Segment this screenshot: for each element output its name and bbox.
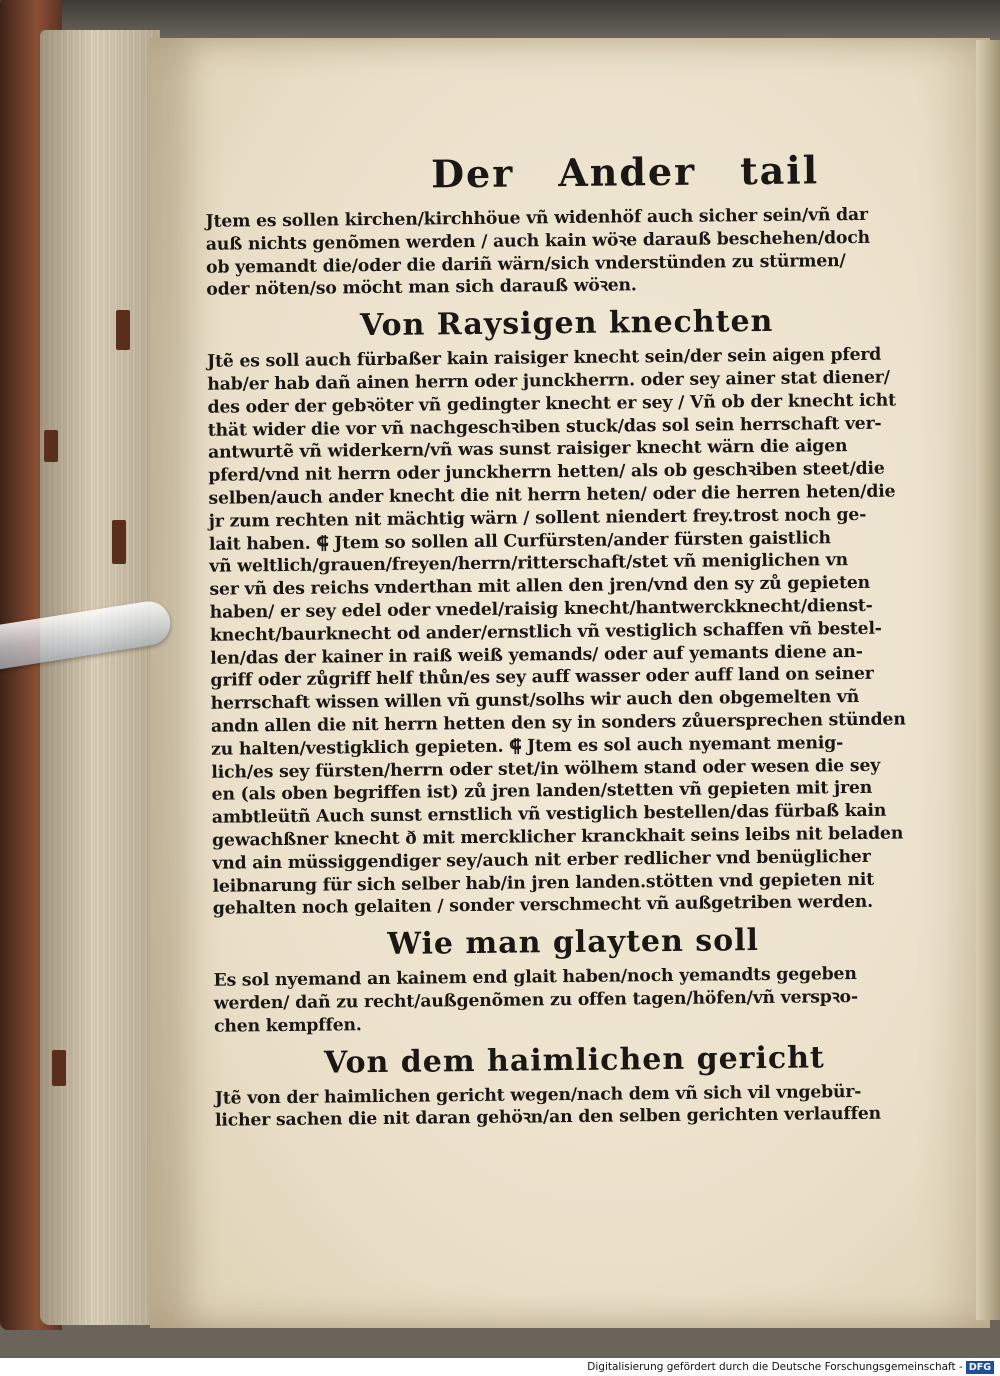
index-tab — [52, 1050, 66, 1086]
section-paragraph: Jtẽ von der haimlichen gericht wegen/nach dem vñ sich vil vngebür- licher sachen die nit daran gehöꝛn/an den selben gerichten verlauffen — [214, 1081, 882, 1132]
index-tab — [116, 310, 130, 350]
page-text — [205, 146, 935, 1133]
page-right-edge — [976, 40, 1000, 1320]
index-tab — [112, 520, 126, 564]
running-header: Der Ander tail — [430, 147, 820, 197]
section-heading: Wie man glayten soll — [387, 923, 760, 963]
section-paragraph: Es sol nyemand an kainem end glait haben/noch yemandts gegeben werden/ dañ zu recht/außgenõmen zu offen tagen/höfen/vñ verspꝛo- chen kempffen. — [213, 964, 859, 1037]
dfg-logo: DFG — [966, 1361, 994, 1374]
digitization-credit: Digitalisierung gefördert durch die Deutsche Forschungsgemeinschaft - DFG — [0, 1358, 1000, 1376]
section-heading: Von Raysigen knechten — [359, 304, 774, 344]
index-tab — [44, 430, 58, 462]
section-heading: Von dem haimlichen gericht — [323, 1039, 825, 1081]
section-paragraph: Jtẽ es soll auch fürbaßer kain raisiger knecht sein/der sein aigen pferd hab/er hab dañ ainen herrn oder junckherrn. oder sey ainer stat diener/ des oder der gebꝛöter vñ gedingter knecht er sey / Vñ ob der knecht icht thät wider die vor vñ nachgeschꝛiben stuck/das sol sein herrschaft ver- antwurtẽ vñ widerkern/vñ was sunst raisiger knecht wärn die aigen pferd/vnd nit herrn oder junckherrn hetten/ als ob geschꝛiben steet/die selben/auch ander knecht die nit herrn heten/ oder die herren heten/die jr zum rechten nit mächtig wärn / sollent niendert frey.trost noch ge- lait haben. ⸿ Jtem so sollen all Curfürsten/ander fürsten gaistlich vñ weltlich/grauen/freyen/herrn/ritterschaft/stet vñ meniglichen vn ser vñ des reichs vnderthan mit allen den jren/vnd den sy zů gepieten haben/ er sey edel oder vnedel/raisig knecht/hantwerckknecht/dienst- knecht/baurknecht od ander/ernstlich vñ vestiglich schaffen vñ bestel- len/das der kainer in raiß weiß yemands/ oder auf yemants diene an- griff oder zůgriff helf thůn/es sey auff wasser oder auff land on seiner herrschaft wissen willen vñ gunst/solhs wir auch den obgemelten vñ andn allen die nit herrn hetten den sy in sonders zůuersprechen stünden zu halten/vestigklich gepieten. ⸿ Jtem es sol auch nyemant menig- lich/es sey fürsten/herrn oder stet/in wölhem stand oder wesen die sey en (als oben begriffen ist) zů jren landen/stetten vñ gepieten mit jren ambtleütñ Auch sunst ernstlich vñ vestiglich bestellen/das fürbaß kain gewachßner knecht ð mit mercklicher kranckhait seins leibs nit beladen vnd ain müssiggendiger sey/auch nit erber redlicher vnd benüglicher leibnarung für sich selber hab/in jren landen.stötten vnd gepieten nit gehalten noch gelaiten / sonder verschmecht vñ außgetriben werden. — [206, 344, 906, 920]
intro-paragraph: Jtem es sollen kirchen/kirchhöue vñ widenhöf auch sicher sein/vñ dar auß nichts genõmen werden / auch kain wöꝛe darauß beschehen/doch ob yemandt die/oder die dariñ wärn/sich vnderstünden zu stürmen/ oder nöten/so möcht man sich darauß wöꝛen. — [205, 204, 871, 301]
